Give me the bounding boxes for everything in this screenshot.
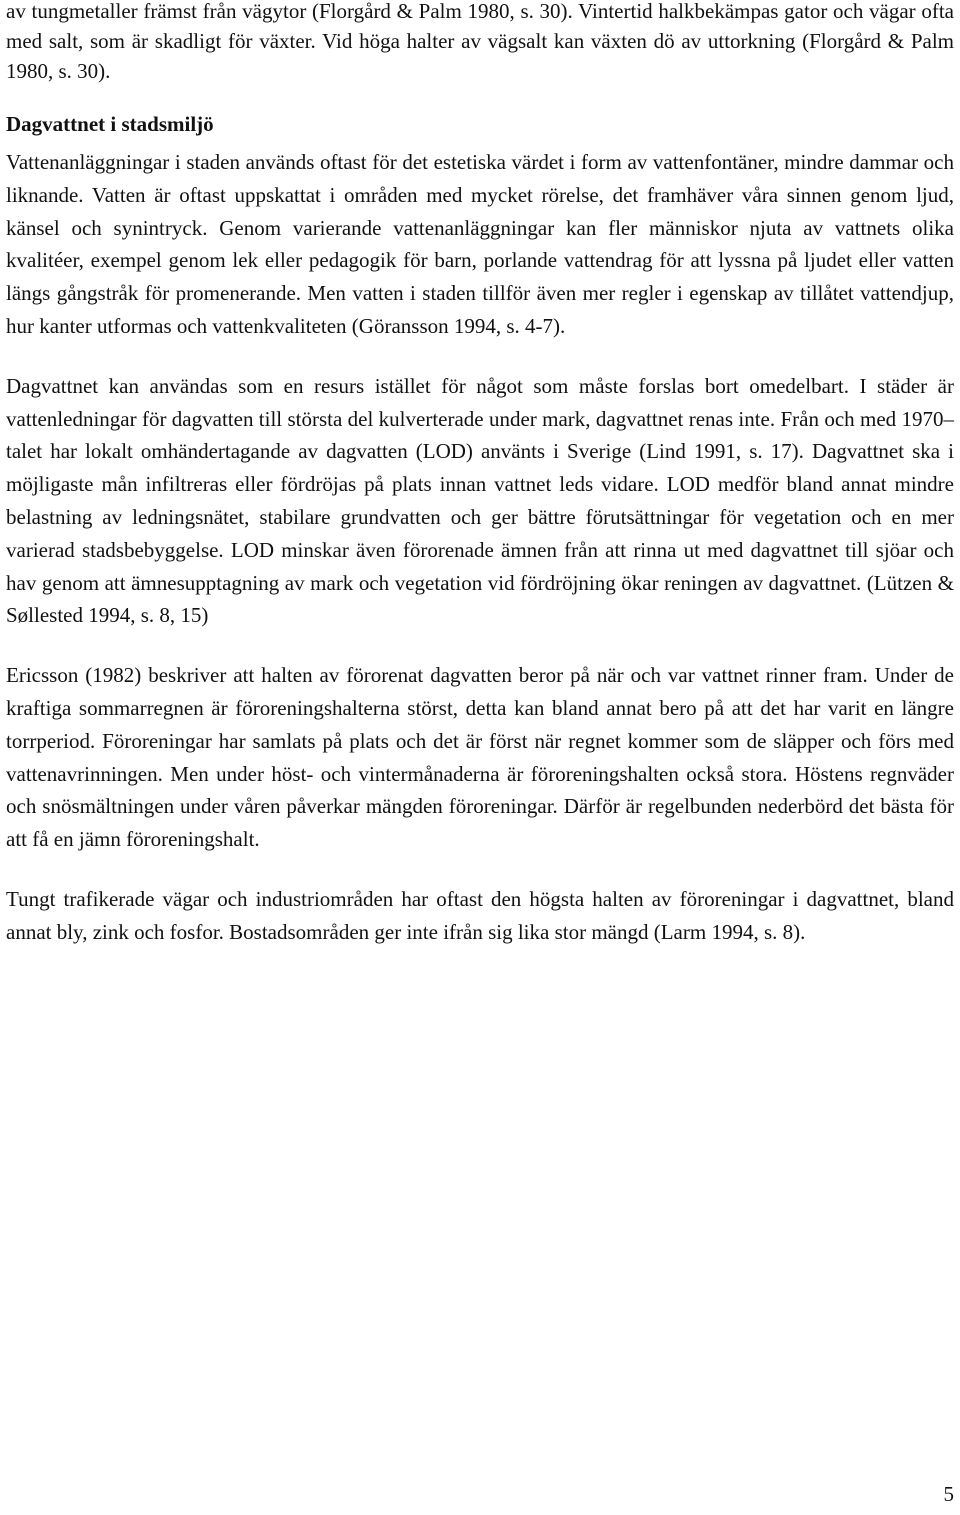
document-page: [6, 0, 954, 949]
body-paragraph-3: Ericsson (1982) beskriver att halten av förorenat dagvatten beror på när och var vattnet rinner fram. Under de kraftiga sommarregnen är föroreningshalterna störst, detta kan bland annat bero på att det har varit en längre torrperiod. Föroreningar har samlats på plats och det är först när regnet kommer som de släpper och förs med vattenavrinningen. Men under höst- och vintermånaderna är föroreningshalten också stora. Höstens regnväder och snösmältningen under våren påverkar mängden föroreningar. Därför är regelbunden nederbörd det bästa för att få en jämn föroreningshalt.: [6, 663, 954, 852]
page-number: 5: [943, 1482, 954, 1506]
section-heading: Dagvattnet i stadsmiljö: [6, 112, 214, 136]
body-paragraph-2: Dagvattnet kan användas som en resurs istället för något som måste forslas bort omedelbart. I städer är vattenledningar för dagvatten till största del kulverterade under mark, dagvattnet renas inte. Från och med 1970–talet har lokalt omhändertagande av dagvatten (LOD) använts i Sverige (Lind 1991, s. 17). Dagvattnet ska i möjligaste mån infiltreras eller fördröjas på plats innan vattnet leds vidare. LOD medför bland annat mindre belastning av ledningsnätet, stabilare grundvatten och ger bättre förutsättningar för vegetation och en mer varierad stadsbebyggelse. LOD minskar även förorenade ämnen från att rinna ut med dagvattnet till sjöar och hav genom att ämnesupptagning av mark och vegetation vid fördröjning ökar reningen av dagvattnet. (Lützen & Søllested 1994, s. 8, 15): [6, 373, 954, 628]
intro-paragraph: av tungmetaller främst från vägytor (Florgård & Palm 1980, s. 30). Vintertid halkbekämpas gator och vägar ofta med salt, som är skadligt för växter. Vid höga halter av vägsalt kan växten dö av uttorkning (Florgård & Palm 1980, s. 30).: [6, 0, 954, 83]
body-paragraph-4: Tungt trafikerade vägar och industriområden har oftast den högsta halten av föroreningar i dagvattnet, bland annat bly, zink och fosfor. Bostadsområden ger inte ifrån sig lika stor mängd (Larm 1994, s. 8).: [6, 886, 954, 944]
body-paragraph-1: Vattenanläggningar i staden används oftast för det estetiska värdet i form av vattenfontäner, mindre dammar och liknande. Vatten är oftast uppskattat i områden med mycket rörelse, det framhäver våra sinnen genom ljud, känsel och synintryck. Genom varierande vattenanläggningar kan fler människor njuta av vattnets olika kvalitéer, exempel genom lek eller pedagogik för barn, porlande vattendrag för att lyssna på ljudet eller vatten längs gångstråk för promenerande. Men vatten i staden tillför även mer regler i egenskap av tillåtet vattendjup, hur kanter utformas och vattenkvaliteten (Göransson 1994, s. 4-7).: [6, 150, 954, 338]
